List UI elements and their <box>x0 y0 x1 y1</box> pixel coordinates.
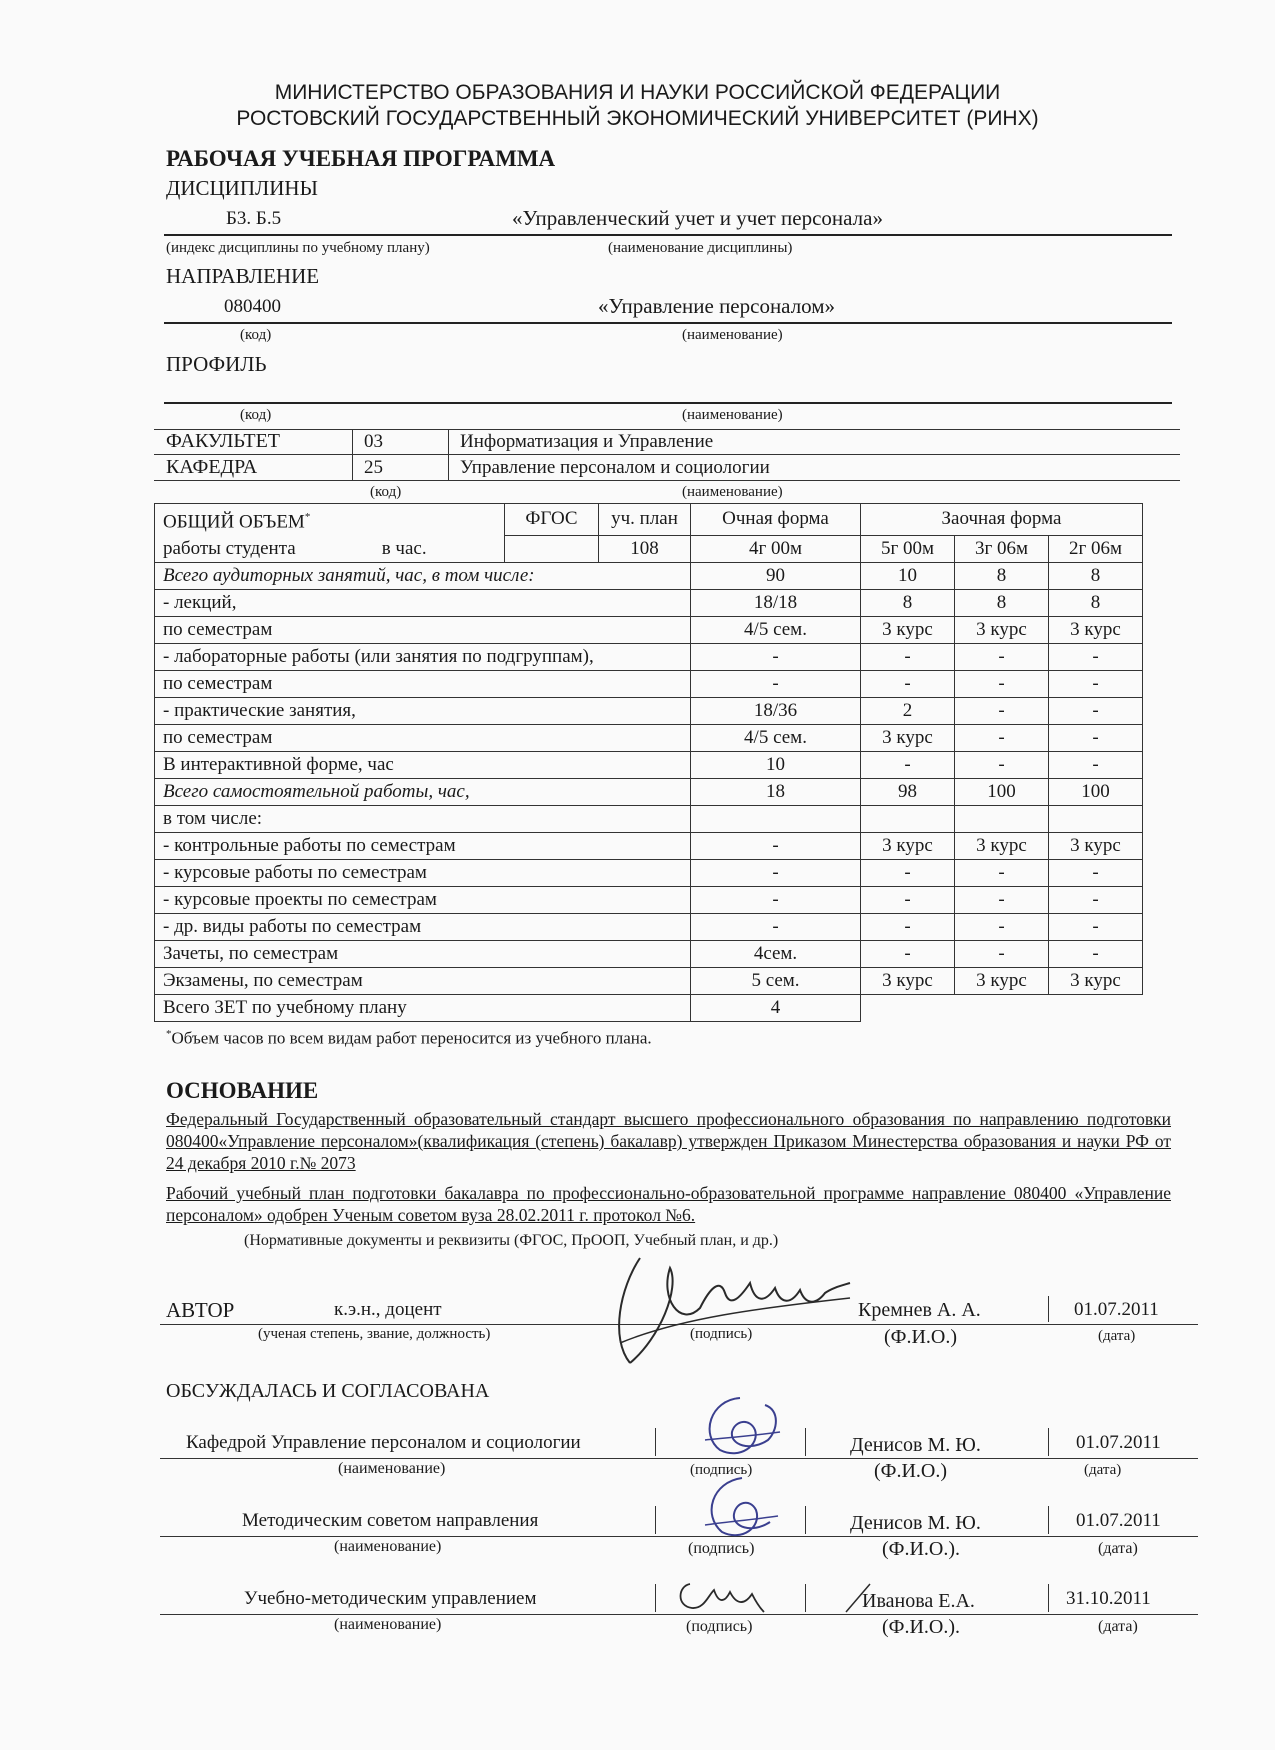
discipline-name: «Управленческий учет и учет персонала» <box>512 206 883 230</box>
direction-code: 080400 <box>224 296 281 317</box>
workload-row-label: по семестрам <box>155 724 691 751</box>
discipline-code-caption: (индекс дисциплины по учебному плану) <box>166 240 430 256</box>
approval-date: 01.07.2011 <box>1076 1510 1161 1531</box>
workload-value: - <box>691 913 861 940</box>
workload-row-label: - контрольные работы по семестрам <box>155 832 691 859</box>
workload-value: - <box>691 859 861 886</box>
workload-row-label: по семестрам <box>155 616 691 643</box>
workload-value <box>955 805 1049 832</box>
workload-value: - <box>955 751 1049 778</box>
faculty-name: Информатизация и Управление <box>460 431 714 452</box>
approval-date-caption: (дата) <box>1098 1618 1138 1635</box>
workload-value: 4/5 сем. <box>691 724 861 751</box>
workload-row-label: Экзамены, по семестрам <box>155 967 691 994</box>
discipline-label: ДИСЦИПЛИНЫ <box>166 176 318 200</box>
approval-signature-3 <box>670 1572 770 1622</box>
document-title: РАБОЧАЯ УЧЕБНАЯ ПРОГРАММА <box>166 146 556 171</box>
workload-value: 3 курс <box>955 967 1049 994</box>
workload-value: 18/18 <box>691 589 861 616</box>
workload-value: 8 <box>861 589 955 616</box>
approval-sign-caption: (подпись) <box>690 1462 753 1478</box>
direction-code-caption: (код) <box>240 327 272 343</box>
workload-value: 18/36 <box>691 697 861 724</box>
department-name-caption: (наименование) <box>682 484 783 500</box>
approval-sign-caption: (подпись) <box>686 1618 753 1635</box>
discipline-name-caption: (наименование дисциплины) <box>608 240 793 256</box>
workload-value: - <box>861 859 955 886</box>
department-name: Управление персоналом и социологии <box>460 457 770 478</box>
direction-label: НАПРАВЛЕНИЕ <box>166 264 320 288</box>
faculty-label: ФАКУЛЬТЕТ <box>166 430 281 452</box>
author-date: 01.07.2011 <box>1074 1299 1159 1320</box>
basis-caption: (Нормативные документы и реквизиты (ФГОС, ПрООП, Учебный план, и др.) <box>244 1232 779 1249</box>
workload-value: - <box>861 940 955 967</box>
workload-value: 98 <box>861 778 955 805</box>
workload-value: - <box>861 643 955 670</box>
workload-value: - <box>691 670 861 697</box>
part-time-header: Заочная форма <box>861 504 1143 536</box>
workload-value: - <box>955 886 1049 913</box>
workload-value: 3 курс <box>861 832 955 859</box>
workload-row-label: - практические занятия, <box>155 697 691 724</box>
workload-value <box>691 805 861 832</box>
author-sign-caption: (подпись) <box>690 1326 753 1342</box>
workload-value: - <box>955 697 1049 724</box>
approval-org-caption: (наименование) <box>334 1538 442 1555</box>
workload-value: - <box>1049 859 1143 886</box>
workload-row-label: Зачеты, по семестрам <box>155 940 691 967</box>
workload-row-label: - лабораторные работы (или занятия по подгруппам), <box>155 643 691 670</box>
workload-value: 4/5 сем. <box>691 616 861 643</box>
workload-value: 4сем. <box>691 940 861 967</box>
workload-row-label: по семестрам <box>155 670 691 697</box>
basis-title: ОСНОВАНИЕ <box>166 1078 319 1103</box>
workload-value <box>1049 805 1143 832</box>
workload-row-label: в том числе: <box>155 805 691 832</box>
profile-name-caption: (наименование) <box>682 407 783 423</box>
workload-value: - <box>691 886 861 913</box>
workload-value: 4 <box>691 994 861 1021</box>
workload-value: - <box>955 643 1049 670</box>
approval-name: Иванова Е.А. <box>862 1590 975 1612</box>
form-duration: 3г 06м <box>955 535 1049 562</box>
workload-value: - <box>1049 940 1143 967</box>
workload-table <box>154 503 1143 1022</box>
author-label: АВТОР <box>166 1298 235 1322</box>
workload-value <box>861 805 955 832</box>
author-date-caption: (дата) <box>1098 1328 1136 1344</box>
workload-value: - <box>861 670 955 697</box>
department-code-caption: (код) <box>370 484 402 500</box>
form-duration: 5г 00м <box>861 535 955 562</box>
approval-name: Денисов М. Ю. <box>850 1512 981 1534</box>
workload-value: - <box>1049 724 1143 751</box>
plan-header: уч. план <box>599 504 691 536</box>
approval-name: Денисов М. Ю. <box>850 1434 981 1456</box>
workload-value: 5 сем. <box>691 967 861 994</box>
approval-sign-caption: (подпись) <box>688 1540 755 1557</box>
workload-value: 8 <box>955 562 1049 589</box>
workload-value: - <box>691 643 861 670</box>
workload-value: - <box>1049 751 1143 778</box>
workload-value: 100 <box>1049 778 1143 805</box>
workload-value: 90 <box>691 562 861 589</box>
approval-signature-2 <box>690 1470 790 1550</box>
discipline-code: Б3. Б.5 <box>226 208 282 229</box>
workload-value: 3 курс <box>861 616 955 643</box>
workload-value: - <box>955 940 1049 967</box>
workload-value: 10 <box>691 751 861 778</box>
workload-row-label: - лекций, <box>155 589 691 616</box>
form-duration: 4г 00м <box>691 535 861 562</box>
approval-date: 31.10.2011 <box>1066 1588 1151 1609</box>
approval-fio-caption: (Ф.И.О.). <box>882 1616 961 1638</box>
approval-fio-caption: (Ф.И.О.) <box>874 1460 948 1482</box>
workload-value: 100 <box>955 778 1049 805</box>
workload-value: 8 <box>1049 562 1143 589</box>
author-degree-caption: (ученая степень, звание, должность) <box>258 1326 491 1342</box>
author-name: Кремнев А. А. <box>858 1299 981 1321</box>
workload-value: - <box>861 913 955 940</box>
author-degree: к.э.н., доцент <box>334 1299 442 1320</box>
direction-name: «Управление персоналом» <box>598 294 836 318</box>
workload-value: - <box>1049 697 1143 724</box>
approval-date-caption: (дата) <box>1098 1540 1138 1557</box>
workload-row-label: Всего самостоятельной работы, час, <box>155 778 691 805</box>
workload-value: - <box>955 913 1049 940</box>
workload-value: - <box>861 751 955 778</box>
workload-value: - <box>955 724 1049 751</box>
approval-date-caption: (дата) <box>1084 1462 1122 1478</box>
approval-title: ОБСУЖДАЛАСЬ И СОГЛАСОВАНА <box>166 1380 490 1402</box>
workload-value: - <box>1049 670 1143 697</box>
workload-value: 3 курс <box>861 724 955 751</box>
department-code: 25 <box>364 457 383 478</box>
workload-value: 3 курс <box>1049 967 1143 994</box>
workload-value: - <box>955 670 1049 697</box>
profile-label: ПРОФИЛЬ <box>166 352 267 376</box>
approval-fio-caption: (Ф.И.О.). <box>882 1538 961 1560</box>
workload-value: 3 курс <box>861 967 955 994</box>
author-signature <box>600 1248 860 1378</box>
approval-org: Кафедрой Управление персоналом и социологии <box>186 1432 581 1453</box>
university-line: РОСТОВСКИЙ ГОСУДАРСТВЕННЫЙ ЭКОНОМИЧЕСКИЙ УНИВЕРСИТЕТ (РИНХ) <box>236 107 1039 130</box>
author-fio-caption: (Ф.И.О.) <box>884 1326 958 1348</box>
basis-paragraph-1: Федеральный Государственный образовательный стандарт высшего профессионального образования по направлению подготовки 080400«Управление персоналом»(квалификация (степень) бакалавр) утвержден Приказом Минестерства образования и науки РФ от 24 декабря 2010 г.№ 2073 <box>166 1109 1171 1173</box>
workload-value: 3 курс <box>955 616 1049 643</box>
approval-org: Методическим советом направления <box>242 1510 539 1531</box>
workload-value: 8 <box>955 589 1049 616</box>
workload-head-1: ОБЩИЙ ОБЪЕМ* <box>155 504 505 536</box>
workload-row-label: - курсовые проекты по семестрам <box>155 886 691 913</box>
full-time-header: Очная форма <box>691 504 861 536</box>
workload-value: 3 курс <box>1049 832 1143 859</box>
workload-value: - <box>861 886 955 913</box>
workload-value: 18 <box>691 778 861 805</box>
workload-row-label: В интерактивной форме, час <box>155 751 691 778</box>
ministry-line: МИНИСТЕРСТВО ОБРАЗОВАНИЯ И НАУКИ РОССИЙСКОЙ ФЕДЕРАЦИИ <box>274 81 1001 104</box>
faculty-code: 03 <box>364 431 383 452</box>
workload-value: 3 курс <box>1049 616 1143 643</box>
workload-head-2: работы студента в час. <box>155 535 505 562</box>
workload-row-label: Всего ЗЕТ по учебному плану <box>155 994 691 1021</box>
workload-value: 10 <box>861 562 955 589</box>
workload-row-label: - курсовые работы по семестрам <box>155 859 691 886</box>
workload-row-label: Всего аудиторных занятий, час, в том числе: <box>155 562 691 589</box>
footnote: *Объем часов по всем видам работ переносится из учебного плана. <box>166 1028 652 1048</box>
department-label: КАФЕДРА <box>166 456 258 478</box>
profile-code-caption: (код) <box>240 407 272 423</box>
workload-value: - <box>1049 886 1143 913</box>
workload-value: 3 курс <box>955 832 1049 859</box>
workload-value: 8 <box>1049 589 1143 616</box>
form-duration: 2г 06м <box>1049 535 1143 562</box>
workload-value: - <box>1049 913 1143 940</box>
empty-cell <box>861 994 1143 1021</box>
direction-name-caption: (наименование) <box>682 327 783 343</box>
workload-value: 2 <box>861 697 955 724</box>
workload-row-label: - др. виды работы по семестрам <box>155 913 691 940</box>
workload-value: - <box>1049 643 1143 670</box>
approval-org-caption: (наименование) <box>334 1616 442 1633</box>
approval-mark <box>840 1578 880 1618</box>
basis-paragraph-2: Рабочий учебный план подготовки бакалавра по профессионально-образовательной программе направление 080400 «Управление персоналом» одобрен Ученым советом вуза 28.02.2011 г. протокол №6. <box>166 1183 1171 1225</box>
workload-value: - <box>955 859 1049 886</box>
approval-signature-1 <box>690 1390 790 1470</box>
approval-org: Учебно-методическим управлением <box>244 1588 537 1609</box>
approval-org-caption: (наименование) <box>338 1460 446 1477</box>
fgos-value <box>505 535 599 562</box>
approval-date: 01.07.2011 <box>1076 1432 1161 1453</box>
plan-value: 108 <box>599 535 691 562</box>
fgos-header: ФГОС <box>505 504 599 536</box>
workload-value: - <box>691 832 861 859</box>
